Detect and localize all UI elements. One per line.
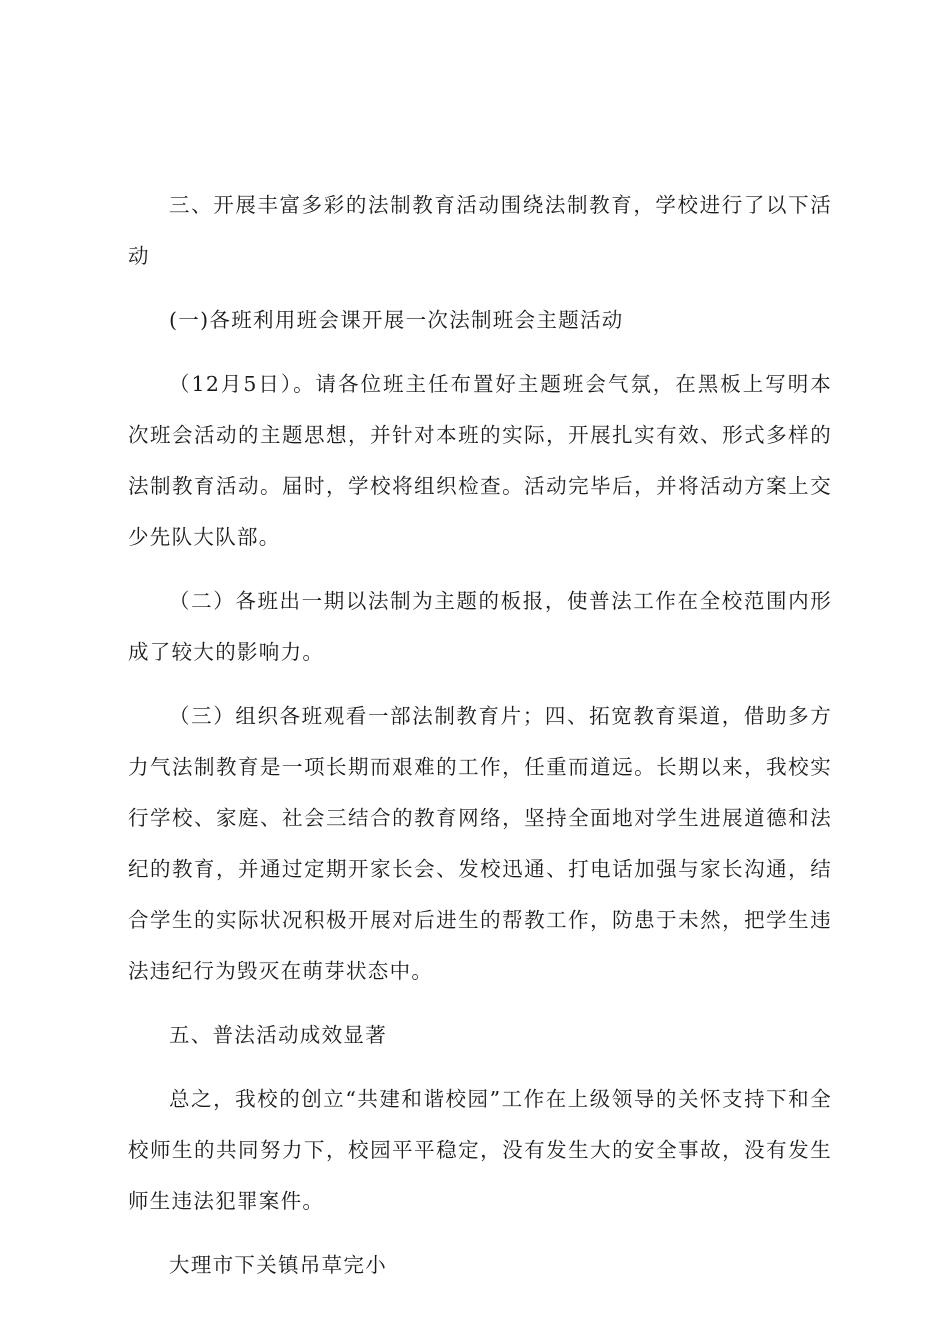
paragraph-item-one-heading: (一)各班利用班会课开展一次法制班会主题活动: [169, 308, 624, 332]
paragraph-section-three: 三、开展丰富多彩的法制教育活动围绕法制教育，学校进行了以下活动: [128, 193, 832, 268]
paragraph-item-three-and-section-four: （三）组织各班观看一部法制教育片；四、拓宽教育渠道，借助多方力气法制教育是一项长期而艰难的工作，任重而道远。长期以来，我校实行学校、家庭、社会三结合的教育网络，坚持全面地对学生进展道德和法纪的教育，并通过定期开家长会、发校迅通、打电话加强与家长沟通，结合学生的实际状况积极开展对后进生的帮教工作，防患于未然，把学生违法违纪行为毁灭在萌芽状态中。: [128, 704, 832, 983]
paragraph-signature: 大理市下关镇吊草完小: [169, 1253, 387, 1277]
paragraph-item-two: （二）各班出一期以法制为主题的板报，使普法工作在全校范围内形成了较大的影响力。: [128, 589, 832, 664]
paragraph-item-one-detail: （12月5日）。请各位班主任布置好主题班会气氛，在黑板上写明本次班会活动的主题思想，并针对本班的实际，开展扎实有效、形式多样的法制教育活动。届时，学校将组织检查。活动完毕后，并将活动方案上交少先队大队部。: [128, 372, 832, 549]
paragraph-summary: 总之，我校的创立“共建和谐校园”工作在上级领导的关怀支持下和全校师生的共同努力下，校园平平稳定，没有发生大的安全事故，没有发生师生违法犯罪案件。: [128, 1087, 832, 1213]
paragraph-section-five: 五、普法活动成效显著: [169, 1023, 387, 1047]
document-body: [128, 180, 832, 1304]
